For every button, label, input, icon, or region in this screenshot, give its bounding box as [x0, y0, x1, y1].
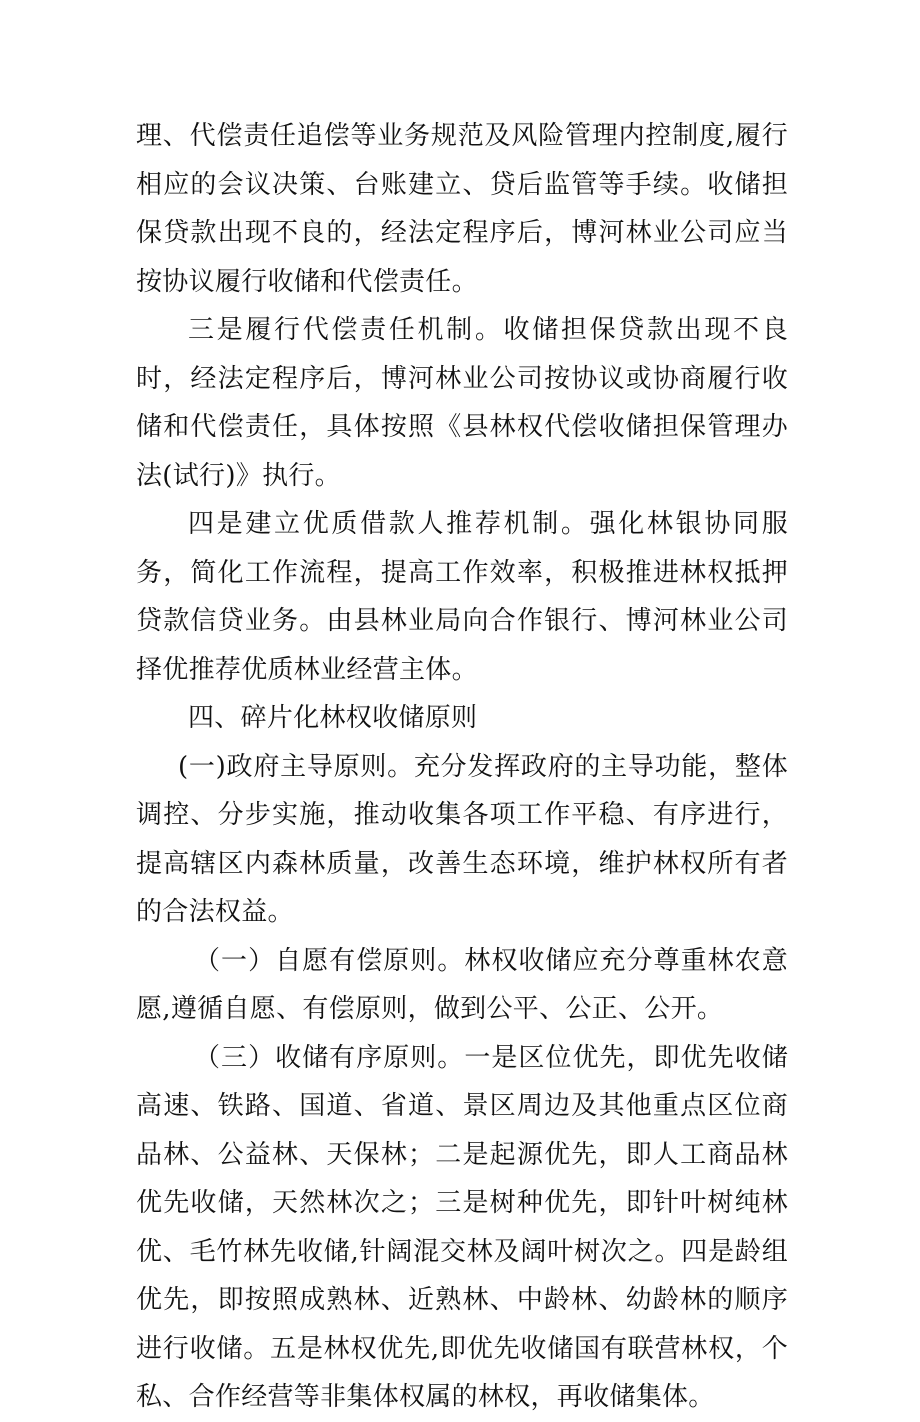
paragraph-orderly-storage: （三）收储有序原则。一是区位优先，即优先收储高速、铁路、国道、省道、景区周边及其他重点区位商品林、公益林、天保林；二是起源优先，即人工商品林优先收储，天然林次之；三是树种优先，即针叶树纯林优、毛竹林先收储,针阔混交林及阔叶树次之。四是龄组优先，即按照成熟林、近熟林、中龄林、幼龄林的顺序进行收储。五是林权优先,即优先收储国有联营林权，个私、合作经营等非集体权属的林权，再收储集体。: [136, 1042, 788, 1412]
document-body: [136, 112, 788, 1422]
paragraph-borrower-recommendation: 四是建立优质借款人推荐机制。强化林银协同服务，简化工作流程，提高工作效率，积极推进林权抵押贷款信贷业务。由县林业局向合作银行、博河林业公司择优推荐优质林业经营主体。: [136, 509, 788, 685]
paragraph-compensation-mechanism: 三是履行代偿责任机制。收储担保贷款出现不良时，经法定程序后，博河林业公司按协议或协商履行收储和代偿责任，具体按照《县林权代偿收储担保管理办法(试行)》执行。: [136, 315, 788, 491]
paragraph-voluntary-paid: （一）自愿有偿原则。林权收储应充分尊重林农意愿,遵循自愿、有偿原则，做到公平、公正、公开。: [136, 945, 788, 1024]
paragraph-continuation: 理、代偿责任追偿等业务规范及风险管理内控制度,履行相应的会议决策、台账建立、贷后监管等手续。收储担保贷款出现不良的，经法定程序后，博河林业公司应当按协议履行收储和代偿责任。: [136, 121, 788, 297]
paragraph-government-led: (一)政府主导原则。充分发挥政府的主导功能，整体调控、分步实施，推动收集各项工作平稳、有序进行，提高辖区内森林质量，改善生态环境，维护林权所有者的合法权益。: [136, 751, 788, 927]
section-heading-principles: 四、碎片化林权收储原则: [188, 703, 478, 733]
